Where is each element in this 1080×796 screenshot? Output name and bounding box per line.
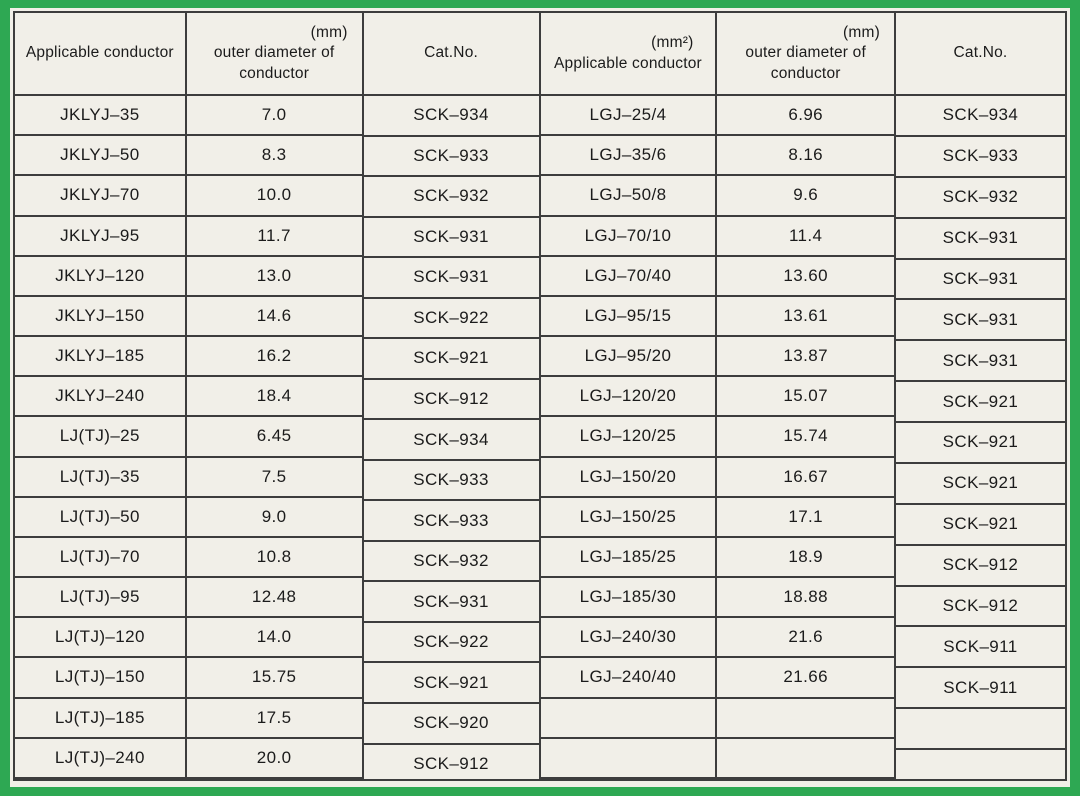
- cat-cell: SCK–932: [364, 542, 539, 583]
- diameter-cell: 10.8: [187, 538, 362, 578]
- cat-cell: SCK–921: [364, 339, 539, 380]
- conductor-cell: LGJ–150/20: [541, 458, 716, 498]
- cat-cell: SCK–931: [896, 260, 1065, 301]
- cat-cell: SCK–931: [896, 219, 1065, 260]
- column-right-conductor: [541, 13, 718, 779]
- connector-spec-table: [13, 11, 1067, 781]
- conductor-cell: LGJ–70/10: [541, 217, 716, 257]
- diameter-cell: 7.5: [187, 458, 362, 498]
- conductor-cell: LGJ–120/20: [541, 377, 716, 417]
- diameter-cell: 10.0: [187, 176, 362, 216]
- conductor-cell: JKLYJ–95: [15, 217, 185, 257]
- conductor-cell: JKLYJ–150: [15, 297, 185, 337]
- diameter-cell: 6.45: [187, 417, 362, 457]
- cat-cell: SCK–912: [364, 380, 539, 421]
- diameter-cell: 13.60: [717, 257, 894, 297]
- diameter-cell: 16.2: [187, 337, 362, 377]
- cat-cell: SCK–934: [364, 420, 539, 461]
- cat-cell: SCK–932: [896, 178, 1065, 219]
- conductor-cell: LGJ–95/15: [541, 297, 716, 337]
- cat-cell: SCK–934: [896, 96, 1065, 137]
- cat-cell: [896, 709, 1065, 750]
- conductor-cell: LGJ–95/20: [541, 337, 716, 377]
- diameter-cell: 13.87: [717, 337, 894, 377]
- conductor-cell: LJ(TJ)–95: [15, 578, 185, 618]
- header-right-diameter-line2: conductor: [770, 64, 841, 82]
- diameter-cell: 8.16: [717, 136, 894, 176]
- conductor-cell: LGJ–120/25: [541, 417, 716, 457]
- diameter-cell: 7.0: [187, 96, 362, 136]
- header-left-diameter-line1: outer diameter of: [213, 44, 335, 62]
- diameter-cell: 17.5: [187, 699, 362, 739]
- conductor-cell: JKLYJ–50: [15, 136, 185, 176]
- column-left-conductor: [15, 13, 187, 779]
- cat-cell: SCK–922: [364, 299, 539, 340]
- header-right-diameter-line1: outer diameter of: [745, 44, 866, 62]
- diameter-cell: 8.3: [187, 136, 362, 176]
- column-left-diameter: [187, 13, 364, 779]
- conductor-cell: LJ(TJ)–35: [15, 458, 185, 498]
- header-left-conductor-label: Applicable conductor: [25, 44, 174, 62]
- conductor-cell: LGJ–25/4: [541, 96, 716, 136]
- cat-cell: SCK–921: [896, 423, 1065, 464]
- conductor-cell: LGJ–185/30: [541, 578, 716, 618]
- cat-cell: SCK–922: [364, 623, 539, 664]
- cat-cell: SCK–912: [896, 546, 1065, 587]
- conductor-cell: LGJ–150/25: [541, 498, 716, 538]
- unit-mm-left: (mm): [310, 24, 348, 42]
- diameter-cell: [717, 739, 894, 779]
- diameter-cell: 20.0: [187, 739, 362, 779]
- diameter-cell: 18.88: [717, 578, 894, 618]
- diameter-cell: 12.48: [187, 578, 362, 618]
- diameter-cell: 6.96: [717, 96, 894, 136]
- conductor-cell: [541, 699, 716, 739]
- cat-cell: SCK–933: [364, 461, 539, 502]
- conductor-cell: LGJ–70/40: [541, 257, 716, 297]
- cat-cell: SCK–931: [896, 300, 1065, 341]
- diameter-cell: 11.7: [187, 217, 362, 257]
- diameter-cell: 16.67: [717, 458, 894, 498]
- cat-cell: SCK–912: [896, 587, 1065, 628]
- diameter-cell: 21.6: [717, 618, 894, 658]
- header-right-conductor: [541, 13, 716, 96]
- header-left-catno-label: Cat.No.: [424, 44, 479, 62]
- cat-cell: SCK–933: [364, 137, 539, 178]
- conductor-cell: LJ(TJ)–70: [15, 538, 185, 578]
- cat-cell: SCK–931: [896, 341, 1065, 382]
- diameter-cell: 18.9: [717, 538, 894, 578]
- diameter-cell: 15.07: [717, 377, 894, 417]
- cat-cell: SCK–931: [364, 218, 539, 259]
- cat-cell: SCK–921: [896, 382, 1065, 423]
- diameter-cell: 14.0: [187, 618, 362, 658]
- conductor-cell: LJ(TJ)–240: [15, 739, 185, 779]
- conductor-cell: [541, 739, 716, 779]
- diameter-cell: 21.66: [717, 658, 894, 698]
- header-right-catno-label: Cat.No.: [953, 44, 1008, 62]
- cat-cell: SCK–933: [364, 501, 539, 542]
- cat-cell: SCK–931: [364, 258, 539, 299]
- diameter-cell: 13.61: [717, 297, 894, 337]
- cat-cell: SCK–921: [896, 464, 1065, 505]
- scanned-page: [10, 8, 1070, 787]
- header-left-conductor: [15, 13, 185, 96]
- conductor-cell: LGJ–50/8: [541, 176, 716, 216]
- diameter-cell: 15.75: [187, 658, 362, 698]
- cat-cell: SCK–921: [896, 505, 1065, 546]
- diameter-cell: 14.6: [187, 297, 362, 337]
- cat-cell: SCK–921: [364, 663, 539, 704]
- cat-cell: SCK–933: [896, 137, 1065, 178]
- diameter-cell: [717, 699, 894, 739]
- conductor-cell: JKLYJ–240: [15, 377, 185, 417]
- conductor-cell: LJ(TJ)–50: [15, 498, 185, 538]
- cat-cell: SCK–931: [364, 582, 539, 623]
- column-right-diameter: [717, 13, 896, 779]
- conductor-cell: JKLYJ–120: [15, 257, 185, 297]
- diameter-cell: 9.0: [187, 498, 362, 538]
- cat-cell: SCK–912: [364, 745, 539, 782]
- cat-cell: SCK–920: [364, 704, 539, 745]
- conductor-cell: LJ(TJ)–150: [15, 658, 185, 698]
- cat-cell: SCK–911: [896, 668, 1065, 709]
- conductor-cell: LGJ–240/40: [541, 658, 716, 698]
- diameter-cell: 15.74: [717, 417, 894, 457]
- header-right-conductor-label: Applicable conductor: [554, 54, 702, 72]
- conductor-cell: LGJ–185/25: [541, 538, 716, 578]
- conductor-cell: LJ(TJ)–120: [15, 618, 185, 658]
- conductor-cell: JKLYJ–35: [15, 96, 185, 136]
- conductor-cell: JKLYJ–70: [15, 176, 185, 216]
- diameter-cell: 13.0: [187, 257, 362, 297]
- header-right-catno: [896, 13, 1065, 96]
- conductor-cell: LJ(TJ)–25: [15, 417, 185, 457]
- header-left-diameter-line2: conductor: [239, 64, 310, 82]
- header-left-catno: [364, 13, 539, 96]
- diameter-cell: 9.6: [717, 176, 894, 216]
- column-left-catno: [364, 13, 541, 781]
- conductor-cell: LJ(TJ)–185: [15, 699, 185, 739]
- cat-cell: [896, 750, 1065, 781]
- header-right-diameter: [717, 13, 894, 96]
- unit-mm2-right: (mm²): [651, 34, 694, 52]
- diameter-cell: 17.1: [717, 498, 894, 538]
- cat-cell: SCK–934: [364, 96, 539, 137]
- header-left-diameter: [187, 13, 362, 96]
- unit-mm-right: (mm): [842, 24, 880, 42]
- conductor-cell: LGJ–240/30: [541, 618, 716, 658]
- diameter-cell: 11.4: [717, 217, 894, 257]
- column-right-catno: [896, 13, 1065, 781]
- diameter-cell: 18.4: [187, 377, 362, 417]
- conductor-cell: JKLYJ–185: [15, 337, 185, 377]
- cat-cell: SCK–932: [364, 177, 539, 218]
- cat-cell: SCK–911: [896, 627, 1065, 668]
- conductor-cell: LGJ–35/6: [541, 136, 716, 176]
